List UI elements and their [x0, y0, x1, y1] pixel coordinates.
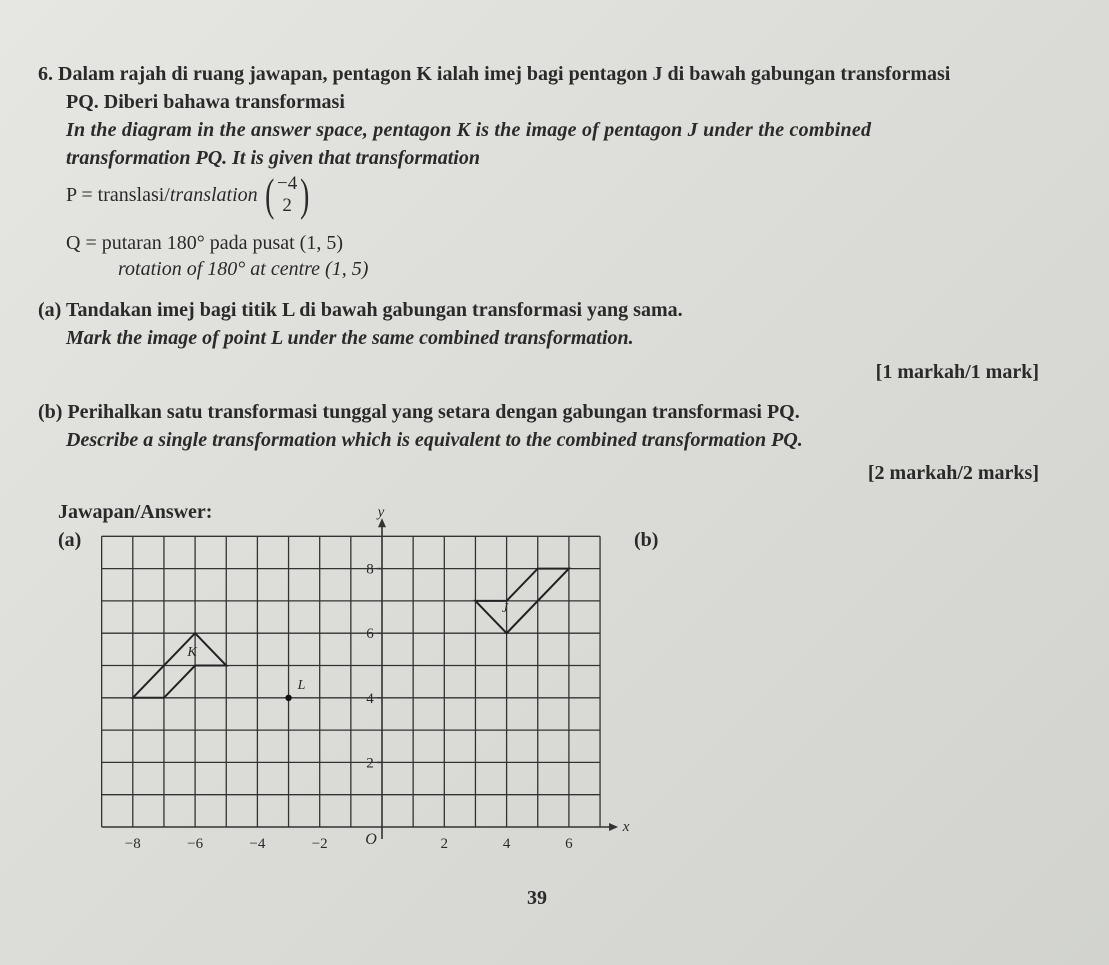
x-axis-label: x — [622, 819, 630, 835]
question-malay-text-1: Dalam rajah di ruang jawapan, pentagon K ialah imej bagi pentagon J di bawah gabungan transformasi — [58, 63, 951, 85]
p-label-en: translation — [169, 184, 258, 206]
y-tick-label: 8 — [366, 561, 374, 578]
vector-top: −4 — [277, 173, 298, 194]
x-tick-label: 6 — [565, 836, 573, 852]
transformation-p — [66, 169, 313, 220]
pentagon-j-label: J — [501, 601, 509, 617]
p-label: P = translasi/ — [66, 184, 170, 206]
point-l — [285, 695, 291, 701]
y-tick-label: 4 — [366, 690, 374, 707]
part-a-english: Mark the image of point L under the same combined transformation. — [66, 327, 634, 349]
x-tick-label: −2 — [311, 836, 328, 852]
part-b-label: (b) — [38, 401, 63, 423]
answer-a-label: (a) — [58, 529, 82, 551]
part-a-label: (a) — [38, 299, 62, 321]
part-b-marks: [2 markah/2 marks] — [867, 462, 1039, 484]
transformation-q-en: rotation of 180° at centre (1, 5) — [118, 258, 369, 280]
x-tick-label: 2 — [440, 836, 449, 852]
question-malay-line-1 — [38, 62, 950, 86]
coordinate-grid — [90, 505, 650, 855]
vector-bottom: 2 — [282, 195, 292, 216]
y-axis-label: y — [377, 505, 385, 521]
part-b-english: Describe a single transformation which is equivalent to the combined transformation PQ. — [66, 429, 803, 451]
point-l-label: L — [297, 677, 306, 693]
part-a-malay-text: Tandakan imej bagi titik L di bawah gabungan transformasi yang sama. — [65, 299, 683, 321]
answer-heading: Jawapan/Answer: — [58, 501, 213, 523]
origin-label: O — [365, 831, 377, 848]
page-number: 39 — [527, 887, 547, 909]
y-tick-label: 2 — [366, 755, 374, 772]
part-a-marks: [1 markah/1 mark] — [875, 361, 1039, 383]
x-tick-label: −6 — [187, 836, 204, 852]
pentagon-k-label: K — [187, 644, 197, 660]
y-tick-label: 6 — [366, 626, 374, 643]
question-english-line-2: transformation PQ. It is given that transformation — [66, 147, 480, 169]
answer-b-label: (b) — [634, 529, 659, 551]
question-malay-line-2: PQ. Diberi bahawa transformasi — [66, 91, 345, 113]
question-english-line-1: In the diagram in the answer space, pentagon K is the image of pentagon J under the combined — [66, 119, 872, 141]
part-a-malay — [38, 298, 683, 322]
question-number: 6. — [38, 63, 53, 85]
x-axis-arrow-icon — [609, 823, 618, 831]
x-tick-label: 4 — [502, 836, 511, 852]
translation-vector: ( −4 2 ) — [264, 169, 310, 220]
part-b-malay — [38, 400, 800, 424]
part-b-malay-text: Perihalkan satu transformasi tunggal yang setara dengan gabungan transformasi PQ. — [67, 401, 800, 423]
transformation-q: Q = putaran 180° pada pusat (1, 5) — [66, 232, 343, 254]
x-tick-label: −8 — [124, 836, 141, 852]
x-tick-label: −4 — [249, 836, 266, 852]
